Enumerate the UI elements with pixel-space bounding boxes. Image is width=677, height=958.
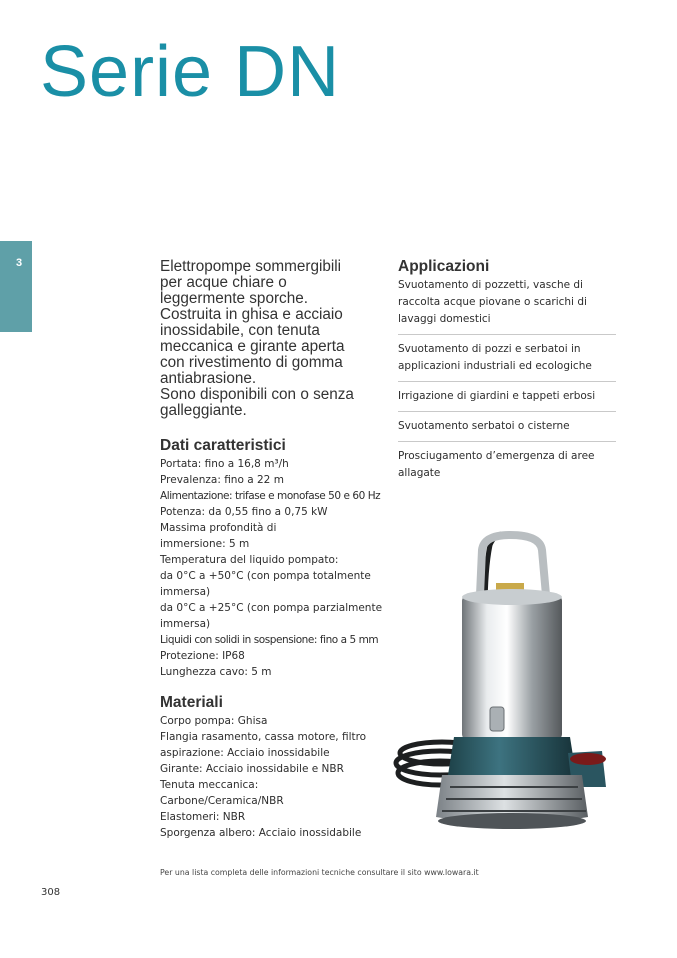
materiali-item: Corpo pompa: Ghisa xyxy=(160,715,268,727)
section-tab xyxy=(0,241,32,332)
motor-housing xyxy=(462,595,562,740)
applicazioni-item xyxy=(398,382,616,412)
dati-item: Potenza: da 0,55 fino a 0,75 kW xyxy=(160,506,328,518)
dati-item: da 0°C a +50°C (con pompa totalmente xyxy=(160,570,371,582)
intro-line: meccanica e girante aperta xyxy=(160,338,345,355)
applicazioni-line: Svuotamento di pozzi e serbatoi in xyxy=(398,343,581,355)
intro-line: leggermente sporche. xyxy=(160,290,308,307)
dati-item: Temperatura del liquido pompato: xyxy=(160,554,339,566)
applicazioni-heading: Applicazioni xyxy=(398,258,490,275)
materiali-list xyxy=(160,713,382,841)
applicazioni-line: Prosciugamento d’emergenza di aree xyxy=(398,450,595,462)
right-column xyxy=(398,258,616,488)
dati-item: immersa) xyxy=(160,618,211,630)
dati-item: immersione: 5 m xyxy=(160,538,250,550)
section-tab-number: 3 xyxy=(16,257,23,269)
applicazioni-item xyxy=(398,277,616,335)
materiali-item: Flangia rasamento, cassa motore, filtro xyxy=(160,731,367,743)
intro-line: inossidabile, con tenuta xyxy=(160,322,320,339)
materiali-item: Girante: Acciaio inossidabile e NBR xyxy=(160,763,344,775)
intro-paragraph xyxy=(160,259,382,419)
pump-base xyxy=(448,737,576,775)
applicazioni-line: allagate xyxy=(398,467,441,479)
intro-line: galleggiante. xyxy=(160,402,247,419)
materiali-item: Sporgenza albero: Acciaio inossidabile xyxy=(160,827,362,839)
dati-item: Liquidi con solidi in sospensione: fino a 5 mm xyxy=(160,634,379,646)
intro-line: per acque chiare o xyxy=(160,274,287,291)
applicazioni-item xyxy=(398,442,616,488)
dati-item: immersa) xyxy=(160,586,211,598)
dati-list xyxy=(160,456,382,680)
dati-item: Protezione: IP68 xyxy=(160,650,245,662)
applicazioni-item xyxy=(398,412,616,442)
materiali-item: Carbone/Ceramica/NBR xyxy=(160,795,284,807)
applicazioni-line: applicazioni industriali ed ecologiche xyxy=(398,360,592,372)
dati-heading: Dati caratteristici xyxy=(160,437,286,454)
dati-item: da 0°C a +25°C (con pompa parzialmente xyxy=(160,602,383,614)
materiali-item: Elastomeri: NBR xyxy=(160,811,246,823)
materiali-item: aspirazione: Acciaio inossidabile xyxy=(160,747,330,759)
page-title: Serie DN xyxy=(40,32,341,112)
intro-line: antiabrasione. xyxy=(160,370,257,387)
applicazioni-line: Irrigazione di giardini e tappeti erbosi xyxy=(398,390,596,402)
applicazioni-line: raccolta acque piovane o scarichi di xyxy=(398,296,587,308)
intro-line: Elettropompe sommergibili xyxy=(160,258,342,275)
footnote: Per una lista completa delle informazioni tecniche consultare il sito www.lowara.it xyxy=(160,868,479,877)
left-column xyxy=(160,259,382,855)
dati-item: Lunghezza cavo: 5 m xyxy=(160,666,272,678)
page-number: 308 xyxy=(41,887,61,898)
applicazioni-list xyxy=(398,277,616,488)
pump-illustration xyxy=(392,525,622,835)
applicazioni-line: Svuotamento serbatoi o cisterne xyxy=(398,420,570,432)
dati-item: Massima profondità di xyxy=(160,522,277,534)
applicazioni-line: lavaggi domestici xyxy=(398,313,491,325)
dati-item: Prevalenza: fino a 22 m xyxy=(160,474,284,486)
applicazioni-line: Svuotamento di pozzetti, vasche di xyxy=(398,279,583,291)
intro-line: Costruita in ghisa e acciaio xyxy=(160,306,343,323)
intro-line: con rivestimento di gomma xyxy=(160,354,343,371)
intro-line: Sono disponibili con o senza xyxy=(160,386,354,403)
dati-item: Alimentazione: trifase e monofase 50 e 60 Hz xyxy=(160,490,381,502)
materiali-heading: Materiali xyxy=(160,694,223,711)
materiali-item: Tenuta meccanica: xyxy=(160,779,259,791)
applicazioni-item xyxy=(398,335,616,382)
dati-item-portata: Portata: fino a 16,8 m³/h xyxy=(160,458,289,470)
